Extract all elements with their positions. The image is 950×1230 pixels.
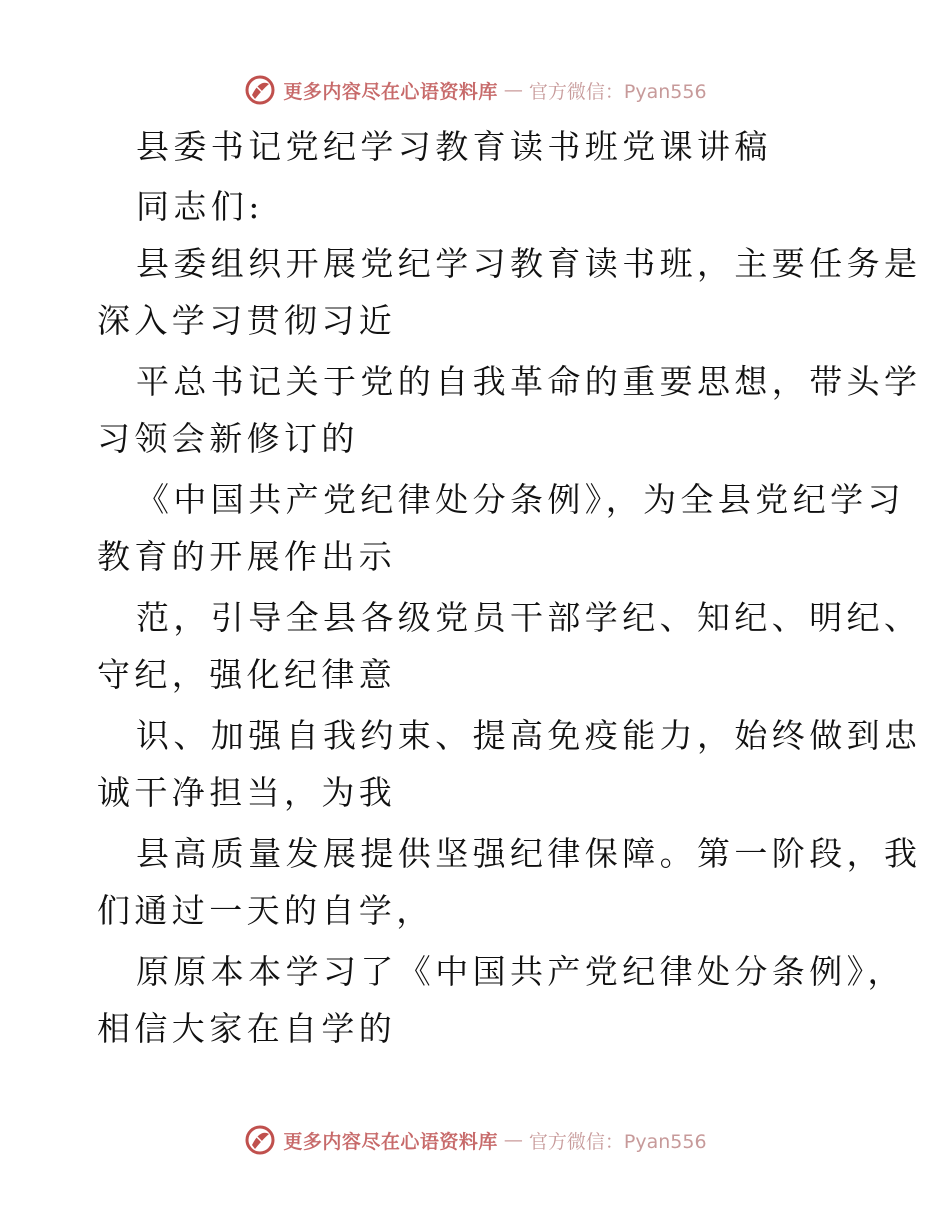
paragraph-line: 教育的开展作出示 <box>97 537 397 576</box>
banner-separator: — <box>503 1129 523 1151</box>
brush-swirl-logo-icon <box>243 73 277 107</box>
paragraph-line: 深入学习贯彻习近 <box>97 301 397 340</box>
banner-main-text: 更多内容尽在心语资料库 <box>283 80 498 103</box>
paragraph-line: 习领会新修订的 <box>97 419 359 458</box>
banner-wechat-text: 官方微信：Pyan556 <box>528 1130 707 1153</box>
banner-main-text: 更多内容尽在心语资料库 <box>283 1130 498 1153</box>
paragraph-line: 范，引导全县各级党员干部学纪、知纪、明纪、 <box>136 598 922 637</box>
banner-separator: — <box>503 79 523 101</box>
document-title: 县委书记党纪学习教育读书班党课讲稿 <box>136 127 772 166</box>
header-banner <box>0 70 950 110</box>
banner-wechat-text: 官方微信：Pyan556 <box>528 80 707 103</box>
footer-banner <box>0 1120 950 1160</box>
paragraph-line: 县委组织开展党纪学习教育读书班，主要任务是 <box>136 244 922 283</box>
brush-swirl-logo-icon <box>243 1123 277 1157</box>
paragraph-line: 平总书记关于党的自我革命的重要思想，带头学 <box>136 362 922 401</box>
paragraph-line: 《中国共产党纪律处分条例》，为全县党纪学习 <box>136 480 905 519</box>
paragraph-line: 诚干净担当，为我 <box>97 773 397 812</box>
paragraph-line: 原原本本学习了《中国共产党纪律处分条例》， <box>136 952 905 991</box>
paragraph-line: 识、加强自我约束、提高免疫能力，始终做到忠 <box>136 716 922 755</box>
paragraph-line: 县高质量发展提供坚强纪律保障。第一阶段，我 <box>136 834 922 873</box>
salutation: 同志们: <box>136 187 264 226</box>
paragraph-line: 相信大家在自学的 <box>97 1009 397 1048</box>
paragraph-line: 守纪，强化纪律意 <box>97 655 397 694</box>
paragraph-line: 们通过一天的自学， <box>97 891 434 930</box>
